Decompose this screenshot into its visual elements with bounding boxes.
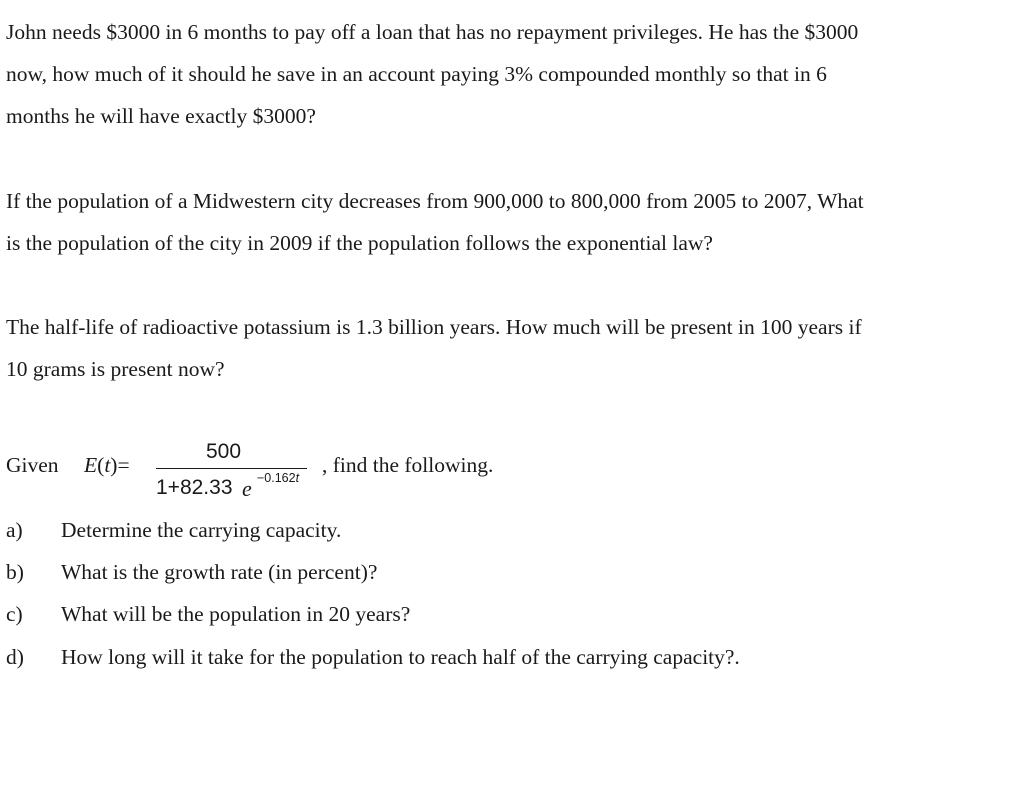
problem-text-line: months he will have exactly $3000? — [6, 104, 316, 128]
sub-question-text: What is the growth rate (in percent)? — [61, 560, 378, 584]
problem-population-decay — [6, 180, 1006, 264]
fraction-numerator: 500 — [206, 440, 242, 463]
sub-question — [6, 593, 1006, 635]
sub-question-letter: a) — [6, 518, 23, 542]
function-symbol: E — [84, 453, 98, 477]
function-variable: t — [104, 453, 111, 477]
problem-text-line: The half-life of radioactive potassium is 1.3 billion years. How much will be present in 100 years if — [6, 315, 862, 339]
exponent-coefficient: −0.162 — [257, 471, 296, 485]
sub-question — [6, 509, 1006, 551]
exponent-variable: t — [295, 471, 300, 485]
problem-text-line: John needs $3000 in 6 months to pay off a loan that has no repayment privileges. He has the $3000 — [6, 20, 859, 44]
problem-text-line: now, how much of it should he save in an account paying 3% compounded monthly so that in 6 — [6, 62, 827, 86]
exponential-base: e — [242, 476, 252, 501]
problem-half-life — [6, 306, 1006, 390]
problem-logistic-given — [6, 438, 1006, 508]
sub-question-text: Determine the carrying capacity. — [61, 518, 342, 542]
fraction-denominator: 1+82.33 — [156, 476, 233, 499]
function-name: E(t)= — [84, 453, 130, 477]
problem-loan-savings — [6, 11, 1006, 137]
sub-question — [6, 636, 1006, 678]
sub-question-text: What will be the population in 20 years? — [61, 602, 411, 626]
problem-text-line: 10 grams is present now? — [6, 357, 225, 381]
given-trailing-text: , find the following. — [322, 453, 494, 477]
sub-question — [6, 551, 1006, 593]
fraction-bar — [156, 468, 307, 469]
problem-text-line: is the population of the city in 2009 if the population follows the exponential law? — [6, 231, 713, 255]
sub-question-text: How long will it take for the population to reach half of the carrying capacity?. — [61, 645, 740, 669]
given-label: Given — [6, 453, 59, 477]
sub-question-letter: b) — [6, 560, 24, 584]
exponent — [257, 471, 299, 485]
sub-question-letter: c) — [6, 602, 23, 626]
problem-text-line: If the population of a Midwestern city decreases from 900,000 to 800,000 from 2005 to 2007, What — [6, 189, 864, 213]
sub-question-letter: d) — [6, 645, 24, 669]
